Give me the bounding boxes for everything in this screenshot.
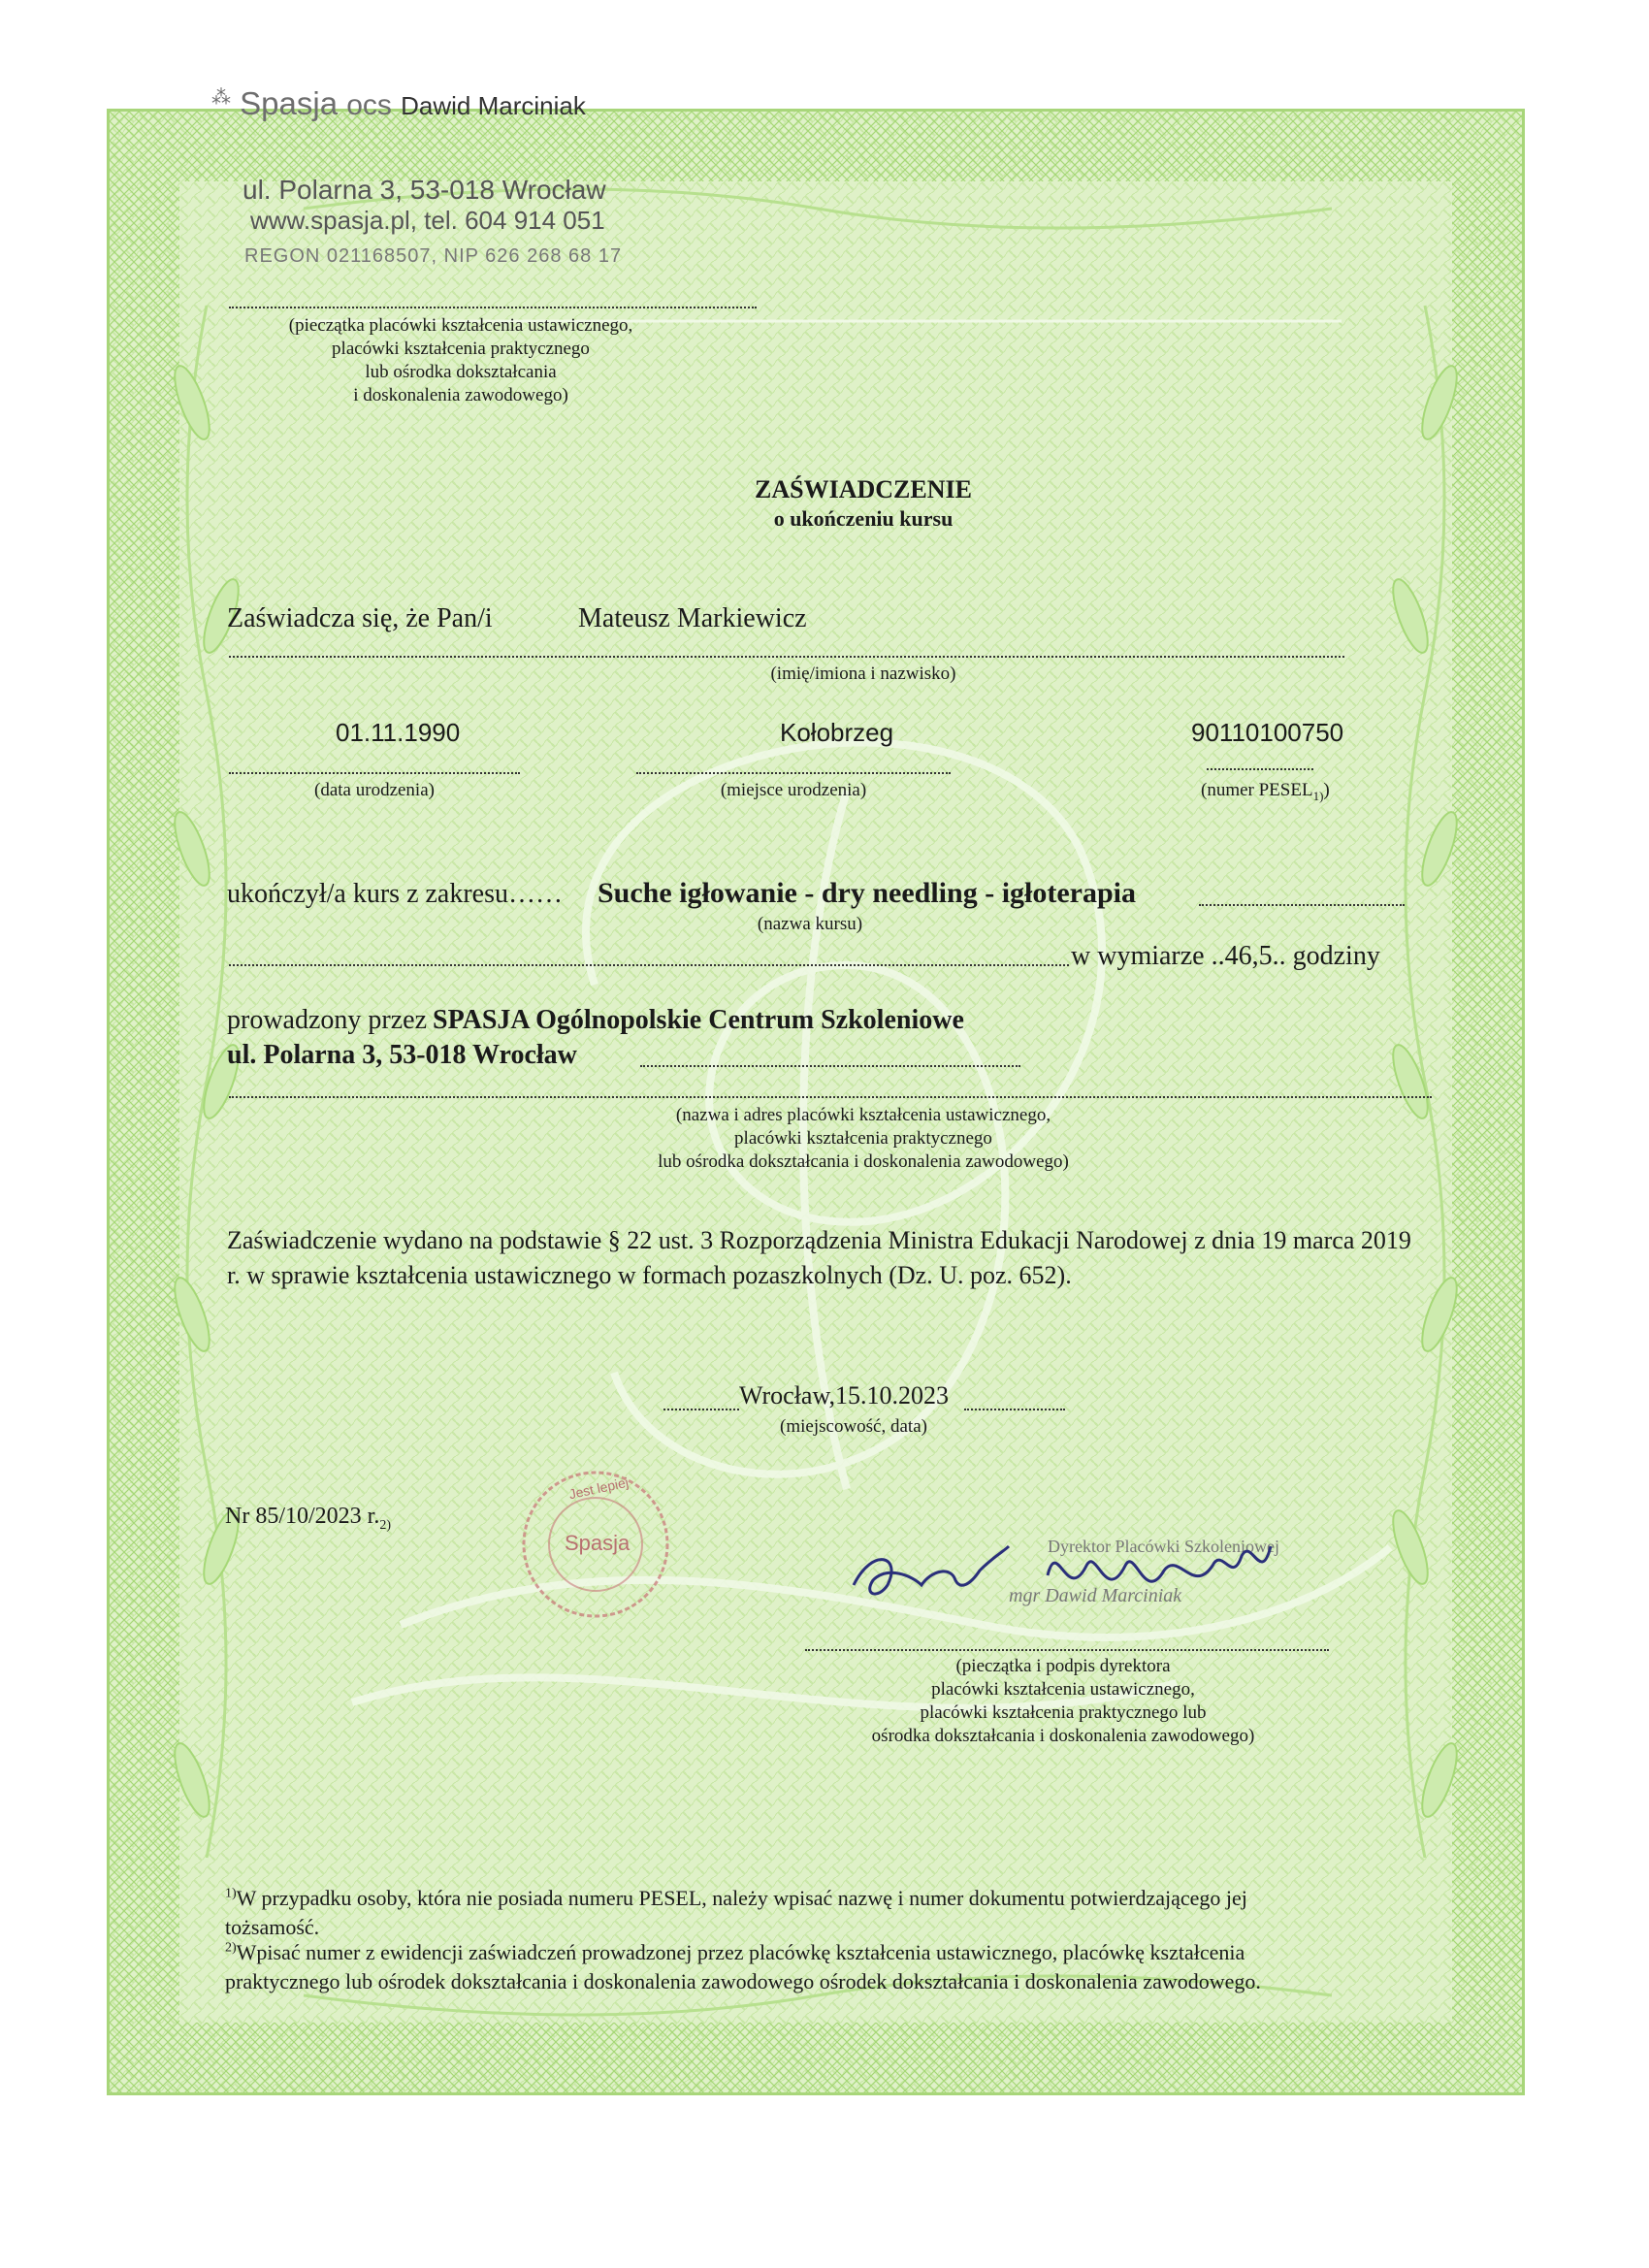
director-caption-line: (pieczątka i podpis dyrektora <box>955 1656 1171 1676</box>
certify-label: Zaświadcza się, że Pan/i <box>227 603 493 633</box>
footnote-1-number: 1) <box>225 1886 237 1901</box>
signature-text <box>834 1527 841 1528</box>
director-dotted-line <box>805 1649 1329 1651</box>
course-caption: (nazwa kursu) <box>757 914 863 934</box>
certificate-number-sup: 2) <box>379 1517 391 1533</box>
person-name: Mateusz Markiewicz <box>578 603 807 633</box>
provider-caption-line: (nazwa i adres placówki kształcenia ustawicznego, <box>675 1105 1051 1125</box>
pesel-caption-sup: 1) <box>1312 788 1324 803</box>
pesel-caption-text: (numer PESEL <box>1201 780 1313 800</box>
round-stamp-text: Jest lepiej <box>567 1474 630 1503</box>
guilloche-pattern <box>110 112 1522 2092</box>
course-hours: w wymiarze ..46,5.. godziny <box>1071 941 1380 971</box>
director-name: mgr Dawid Marciniak <box>1009 1585 1182 1606</box>
brand-icon: ⁂ <box>211 87 231 109</box>
footnote-2-line-1 <box>225 1940 1245 1965</box>
round-stamp <box>518 1467 673 1622</box>
footnote-1-text: W przypadku osoby, która nie posiada numeru PESEL, należy wpisać nazwę i numer dokumentu potwierdzającego jej <box>236 1886 1247 1910</box>
brand-ocs: ocs <box>346 89 392 121</box>
stamp-caption <box>229 314 693 407</box>
provider-address: ul. Polarna 3, 53-018 Wrocław <box>227 1040 577 1070</box>
pesel-caption-end: ) <box>1323 780 1330 800</box>
director-title: Dyrektor Placówki Szkoleniowej <box>1048 1537 1279 1556</box>
course-name: Suche igłowanie - dry needling - igłoterapia <box>598 877 1136 909</box>
stamp-owner: Dawid Marciniak <box>401 91 586 120</box>
provider-caption-line: placówki kształcenia praktycznego <box>734 1128 992 1149</box>
course-label: ukończył/a kurs z zakresu…… <box>227 879 563 909</box>
round-stamp-brand: Spasja <box>565 1531 630 1555</box>
stamp-caption-line: (pieczątka placówki kształcenia ustawicznego, <box>288 315 633 336</box>
pesel-caption <box>1201 780 1330 804</box>
director-signature <box>834 1527 1300 1614</box>
stamp-ids: REGON 021168507, NIP 626 268 68 17 <box>244 245 623 267</box>
certificate-title: ZAŚWIADCZENIE <box>755 475 972 503</box>
place-date-dots-right <box>964 1409 1065 1410</box>
legal-basis-line-1: Zaświadczenie wydano na podstawie § 22 ust. 3 Rozporządzenia Ministra Edukacji Narodowej z dnia 19 marca 2019 <box>227 1226 1411 1254</box>
course-dotted-line <box>1199 904 1405 906</box>
birth-date-dotted-line <box>229 772 520 774</box>
birth-date: 01.11.1990 <box>336 718 461 747</box>
provider-label: prowadzony przez <box>227 1005 428 1035</box>
place-date-dots-left <box>663 1409 739 1410</box>
pesel-number: 90110100750 <box>1191 718 1344 747</box>
stamp-address: ul. Polarna 3, 53-018 Wrocław <box>242 175 606 205</box>
name-dotted-line <box>229 656 1344 658</box>
legal-basis-line-2: r. w sprawie kształcenia ustawicznego w formach pozaszkolnych (Dz. U. poz. 652). <box>227 1261 1072 1289</box>
brand-name: Spasja <box>240 85 339 121</box>
footnote-2-text: Wpisać numer z ewidencji zaświadczeń prowadzonej przez placówkę kształcenia ustawicznego, placówkę kształcenia <box>236 1940 1245 1964</box>
place-date-caption: (miejscowość, data) <box>780 1416 927 1437</box>
director-caption-line: ośrodka dokształcania i doskonalenia zawodowego) <box>871 1726 1255 1746</box>
provider-dotted-line-2 <box>229 1096 1432 1098</box>
stamp-brand-line <box>211 85 586 122</box>
birth-place: Kołobrzeg <box>780 718 894 747</box>
hours-dotted-line <box>229 964 1069 966</box>
stamp-dotted-line <box>229 307 757 308</box>
footnote-1-line-2: tożsamość. <box>225 1915 320 1939</box>
birth-place-caption: (miejsce urodzenia) <box>720 780 867 800</box>
director-caption-line: placówki kształcenia ustawicznego, <box>931 1679 1195 1700</box>
certificate-number <box>225 1504 391 1534</box>
certificate-subtitle: o ukończeniu kursu <box>773 506 954 531</box>
birth-place-dotted-line <box>636 772 951 774</box>
signature-graphic <box>834 1527 1300 1614</box>
provider-name: SPASJA Ogólnopolskie Centrum Szkoleniowe <box>433 1005 964 1035</box>
provider-caption <box>553 1104 1174 1174</box>
provider-dotted-line <box>640 1065 1020 1067</box>
certificate-number-text: Nr 85/10/2023 r. <box>225 1504 380 1529</box>
footnote-2-number: 2) <box>225 1940 237 1956</box>
stamp-web: www.spasja.pl, tel. 604 914 051 <box>250 206 605 235</box>
stamp-caption-line: placówki kształcenia praktycznego <box>332 339 590 359</box>
director-caption-line: placówki kształcenia praktycznego lub <box>920 1702 1207 1723</box>
stamp-caption-line: i doskonalenia zawodowego) <box>353 385 568 405</box>
place-date: Wrocław,15.10.2023 <box>739 1381 950 1409</box>
pesel-dotted-line <box>1207 768 1313 770</box>
director-caption <box>801 1655 1325 1748</box>
name-caption: (imię/imiona i nazwisko) <box>770 664 956 684</box>
birth-date-caption: (data urodzenia) <box>314 780 435 800</box>
provider-caption-line: lub ośrodka dokształcania i doskonalenia zawodowego) <box>658 1151 1069 1172</box>
stamp-caption-line: lub ośrodka dokształcania <box>365 362 557 382</box>
footnote-1-line-1 <box>225 1886 1247 1911</box>
footnote-2-line-2: praktycznego lub ośrodek dokształcania i doskonalenia zawodowego ośrodek dokształcania i doskonalenia zawodowego. <box>225 1969 1261 1993</box>
